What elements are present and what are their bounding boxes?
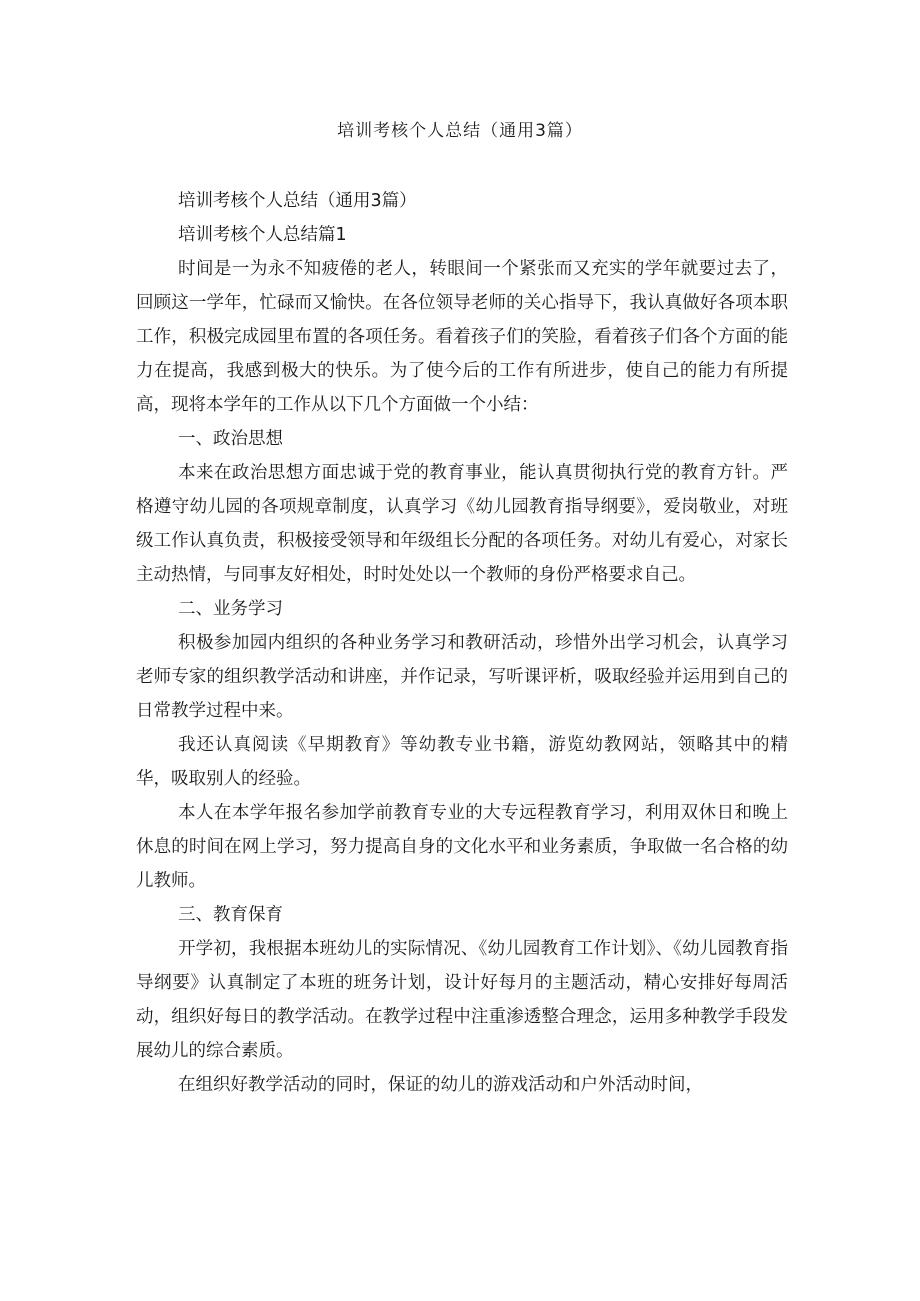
body-paragraph-study-2: 我还认真阅读《早期教育》等幼教专业书籍，游览幼教网站，领略其中的精华，吸取别人的经验。: [136, 735, 788, 789]
subtitle-paragraph: 培训考核个人总结（通用3篇）: [178, 191, 417, 211]
document-body: [136, 184, 788, 1102]
section-heading-education: 三、教育保育: [178, 905, 283, 925]
body-paragraph-education-1: 开学初，我根据本班幼儿的实际情况、《幼儿园教育工作计划》、《幼儿园教育指导纲要》认真制定了本班的班务计划，设计好每月的主题活动，精心安排好每周活动，组织好每日的教学活动。在教学过程中注重渗透整合理念，运用多种教学手段发展幼儿的综合素质。: [136, 939, 788, 1061]
body-paragraph-intro: 时间是一为永不知疲倦的老人，转眼间一个紧张而又充实的学年就要过去了，回顾这一学年，忙碌而又愉快。在各位领导老师的关心指导下，我认真做好各项本职工作，积极完成园里布置的各项任务。看着孩子们的笑脸，看着孩子们各个方面的能力在提高，我感到极大的快乐。为了使今后的工作有所进步，使自己的能力有所提高，现将本学年的工作从以下几个方面做一个小结：: [136, 259, 788, 415]
section-heading-study: 二、业务学习: [178, 599, 283, 619]
body-paragraph-study-3: 本人在本学年报名参加学前教育专业的大专远程教育学习，利用双休日和晚上休息的时间在网上学习，努力提高自身的文化水平和业务素质，争取做一名合格的幼儿教师。: [136, 803, 788, 891]
section-heading-part1: 培训考核个人总结篇1: [178, 225, 347, 245]
section-heading-politics: 一、政治思想: [178, 429, 283, 449]
body-paragraph-study-1: 积极参加园内组织的各种业务学习和教研活动，珍惜外出学习机会，认真学习老师专家的组织教学活动和讲座，并作记录，写听课评析，吸取经验并运用到自己的日常教学过程中来。: [136, 633, 788, 721]
body-paragraph-politics: 本来在政治思想方面忠诚于党的教育事业，能认真贯彻执行党的教育方针。严格遵守幼儿园的各项规章制度，认真学习《幼儿园教育指导纲要》，爱岗敬业，对班级工作认真负责，积极接受领导和年级组长分配的各项任务。对幼儿有爱心，对家长主动热情，与同事友好相处，时时处处以一个教师的身份严格要求自己。: [136, 463, 788, 585]
document-title: 培训考核个人总结（通用3篇）: [337, 121, 583, 141]
body-paragraph-education-2: 在组织好教学活动的同时，保证的幼儿的游戏活动和户外活动时间，: [178, 1075, 703, 1095]
